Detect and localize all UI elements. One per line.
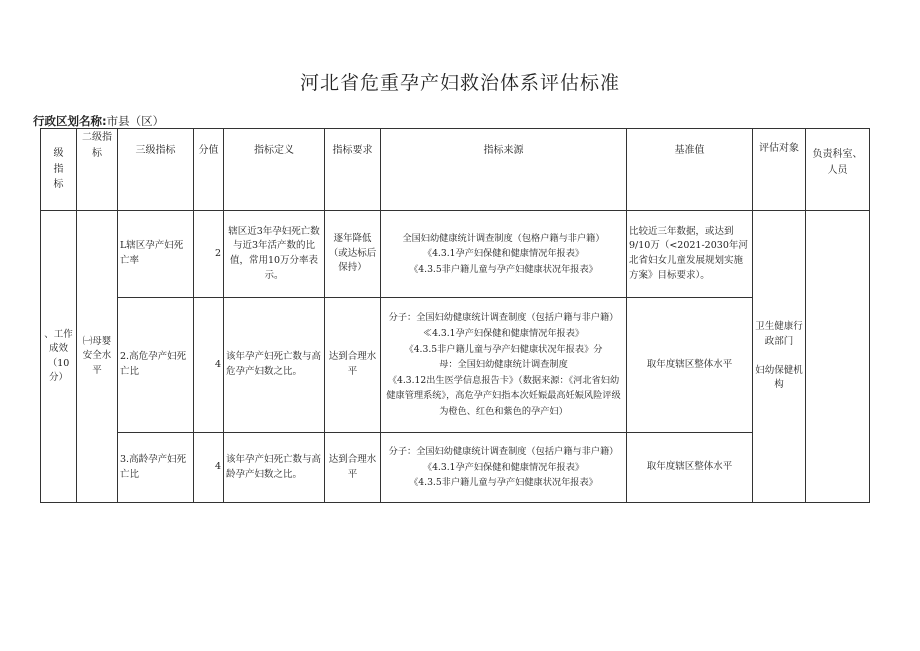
source-line: 母：全国妇幼健康统计调查制度 [439,359,568,371]
header-score: 分值 [194,129,224,211]
header-definition: 指标定义 [224,129,325,211]
table-row [41,433,870,503]
evaluation-table [40,128,870,503]
source-line: 分子：全国妇幼健康统计调查制度（包括户籍与非户籍） [388,446,619,458]
group-owner [806,211,870,503]
table-row [41,211,870,298]
row-requirement: 达到合理水平 [325,433,381,503]
header-evaluatee: 评估对象 [753,129,806,211]
row-level3: L辖区孕产妇死亡率 [118,211,194,298]
header-level3: 三级指标 [118,129,194,211]
row-baseline: 取年度辖区整体水平 [627,433,753,503]
row-source [381,433,627,503]
source-line: 《4.3.5非户籍儿童与孕产妇健康状况年报表》 [409,263,598,275]
row-source [381,211,627,298]
page-title: 河北省危重孕产妇救治体系评估标准 [299,72,620,94]
row-definition: 辖区近3年孕妇死亡数与近3年活产数的比值，常用10万分率表示。 [224,211,325,298]
group-level1: 、工作成效（10分） [41,211,77,503]
row-score: 4 [194,298,224,433]
row-level3: 2.高危孕产妇死亡比 [118,298,194,433]
row-definition: 该年孕产妇死亡数与高危孕产妇数之比。 [224,298,325,433]
header-baseline: 基准值 [627,129,753,211]
evaluatee-2: 妇幼保健机构 [755,364,803,391]
source-line: 《4.3.1孕产妇保健和健康情况年报表》 [422,461,585,473]
source-line: ≪4.3.1孕产妇保健和健康情况年报表》 [422,327,585,339]
source-line: 分子：全国妇幼健康统计调查制度（包括户籍与非户籍） [388,312,619,324]
row-requirement: 逐年降低（或达标后保持） [325,211,381,298]
header-row [41,129,870,211]
header-level2: 二级指标 [77,129,118,211]
row-definition: 该年孕产妇死亡数与高龄孕产妇数之比。 [224,433,325,503]
region-label: 行政区划名称: [33,114,107,128]
region-line [33,113,164,129]
header-owner: 负责科室、人员 [806,129,870,211]
source-line: 《4.3.5非户籍儿童与孕产妇健康状况年报表》 [409,477,598,489]
row-source [381,298,627,433]
evaluatee-1: 卫生健康行政部门 [755,321,803,347]
source-line: 《4.3.12出生医学信息报告卡》（数据来源：《河北省妇幼健康管理系统》，高危孕产妇指本次妊娠最高妊娠风险评级为橙色、红色和紫色的孕产妇） [386,374,621,418]
source-line: 《4.3.5非户籍儿童与孕产妇健康状况年报表》分 [404,343,603,355]
row-level3: 3.高龄孕产妇死亡比 [118,433,194,503]
row-score: 4 [194,433,224,503]
row-score: 2 [194,211,224,298]
row-baseline: 取年度辖区整体水平 [627,298,753,433]
group-level2: ㈠母婴安全水平 [77,211,118,503]
row-requirement: 达到合理水平 [325,298,381,433]
header-level1: 级指标 [41,129,77,211]
table-row [41,298,870,433]
region-value: 市县（区） [106,114,165,128]
source-line: 全国妇幼健康统计调查制度（包格户籍与非户籍） [402,232,605,244]
header-source: 指标来源 [381,129,627,211]
group-evaluatee [753,211,806,503]
row-baseline: 比较近三年数据，或达到9/10万（<2021-2030年河北省妇女儿童发展规划实施方案》目标要求）。 [627,211,753,298]
source-line: 《4.3.1孕产妇保健和健康情况年报表》 [422,248,585,260]
header-requirement: 指标要求 [325,129,381,211]
